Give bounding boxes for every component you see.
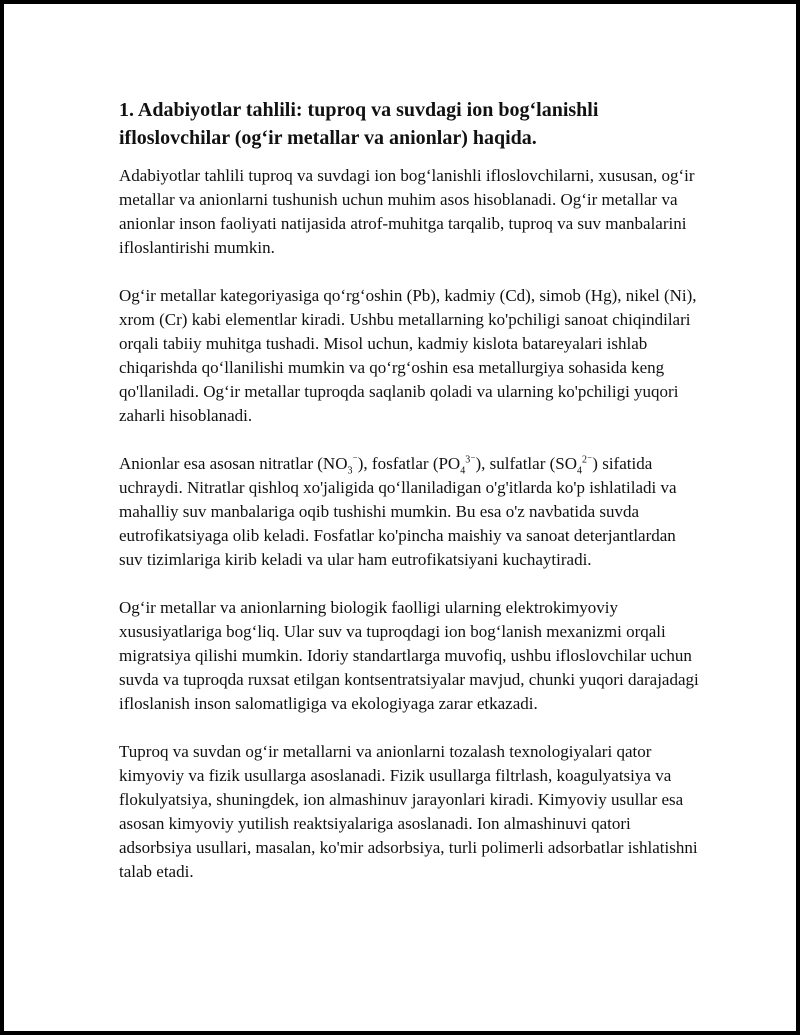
paragraph-intro: Adabiyotlar tahlili tuproq va suvdagi ion bog‘lanishli ifloslovchilarni, xususan, og‘ir metallar va anionlarni tushunish uchun muhim asos hisoblanadi. Og‘ir metallar va anionlar inson faoliyati natijasida atrof-muhitga tarqalib, tuproq va suv manbalarini ifloslantirishi mumkin.	[119, 166, 695, 257]
nitrate-subscript: 3	[347, 465, 353, 477]
nitrate-charge: ⁻	[352, 454, 358, 466]
sulfate-subscript: 4	[577, 465, 583, 477]
anions-text-part-4: ) sifatida uchraydi. Nitratlar qishloq xo'jaligida qo‘llaniladigan o'g'itlarda ko'p ishlatiladi va mahalliy suv manbalariga oqib tushishi mumkin. Bu esa o'z navbatida suvda eutrofikatsiyaga olib keladi. Fosfatlar ko'pincha maishiy va sanoat deterjantlardan suv tizimlariga kirib keladi va ular ham eutrofikatsiyani kuchaytiradi.	[119, 454, 677, 569]
section-heading: 1. Adabiyotlar tahlili: tuproq va suvdagi ion bog‘lanishli ifloslovchilar (og‘ir metallar va anionlar) haqida.	[119, 99, 599, 149]
anions-text-part-1: Anionlar esa asosan nitratlar (NO	[119, 454, 348, 473]
phosphate-charge: 3⁻	[465, 454, 476, 466]
phosphate-subscript: 4	[460, 465, 466, 477]
paragraph-biological-activity: Og‘ir metallar va anionlarning biologik faolligi ularning elektrokimyoviy xususiyatlariga bog‘liq. Ular suv va tuproqdagi ion bog‘lanish mexanizmi orqali migratsiya qilishi mumkin. Idoriy standartlarga muvofiq, ushbu ifloslovchilar uchun suvda va tuproqda ruxsat etilgan kontsentratsiyalar mavjud, chunki yuqori darajadagi ifloslanish inson salomatligiga va ekologiyaga zarar etkazadi.	[119, 598, 699, 713]
anions-text-part-3: ), sulfatlar (SO	[475, 454, 578, 473]
sulfate-charge: 2⁻	[582, 454, 593, 466]
paragraph-anions	[119, 452, 699, 572]
paragraph-heavy-metals: Og‘ir metallar kategoriyasiga qo‘rg‘oshin (Pb), kadmiy (Cd), simob (Hg), nikel (Ni), xrom (Cr) kabi elementlar kiradi. Ushbu metallarning ko'pchiligi sanoat chiqindilari orqali tabiiy muhitga tushadi. Misol uchun, kadmiy kislota batareyalari ishlab chiqarishda qo‘llanilishi mumkin va qo‘rg‘oshin esa metallurgiya sohasida keng qo'llaniladi. Og‘ir metallar tuproqda saqlanib qoladi va ularning ko'pchiligi yuqori zaharli hisoblanadi.	[119, 286, 697, 425]
anions-text-part-2: ), fosfatlar (PO	[357, 454, 461, 473]
paragraph-remediation: Tuproq va suvdan og‘ir metallarni va anionlarni tozalash texnologiyalari qator kimyoviy va fizik usullarga asoslanadi. Fizik usullarga filtrlash, koagulyatsiya va flokulyatsiya, shuningdek, ion almashinuv jarayonlari kiradi. Kimyoviy usullar esa asosan kimyoviy yutilish reaktsiyalariga asoslanadi. Ion almashinuvi qatori adsorbsiya usullari, masalan, ko'mir adsorbsiya, turli polimerli adsorbatlar ishlatishni talab etadi.	[119, 742, 698, 881]
document-body	[119, 96, 699, 908]
